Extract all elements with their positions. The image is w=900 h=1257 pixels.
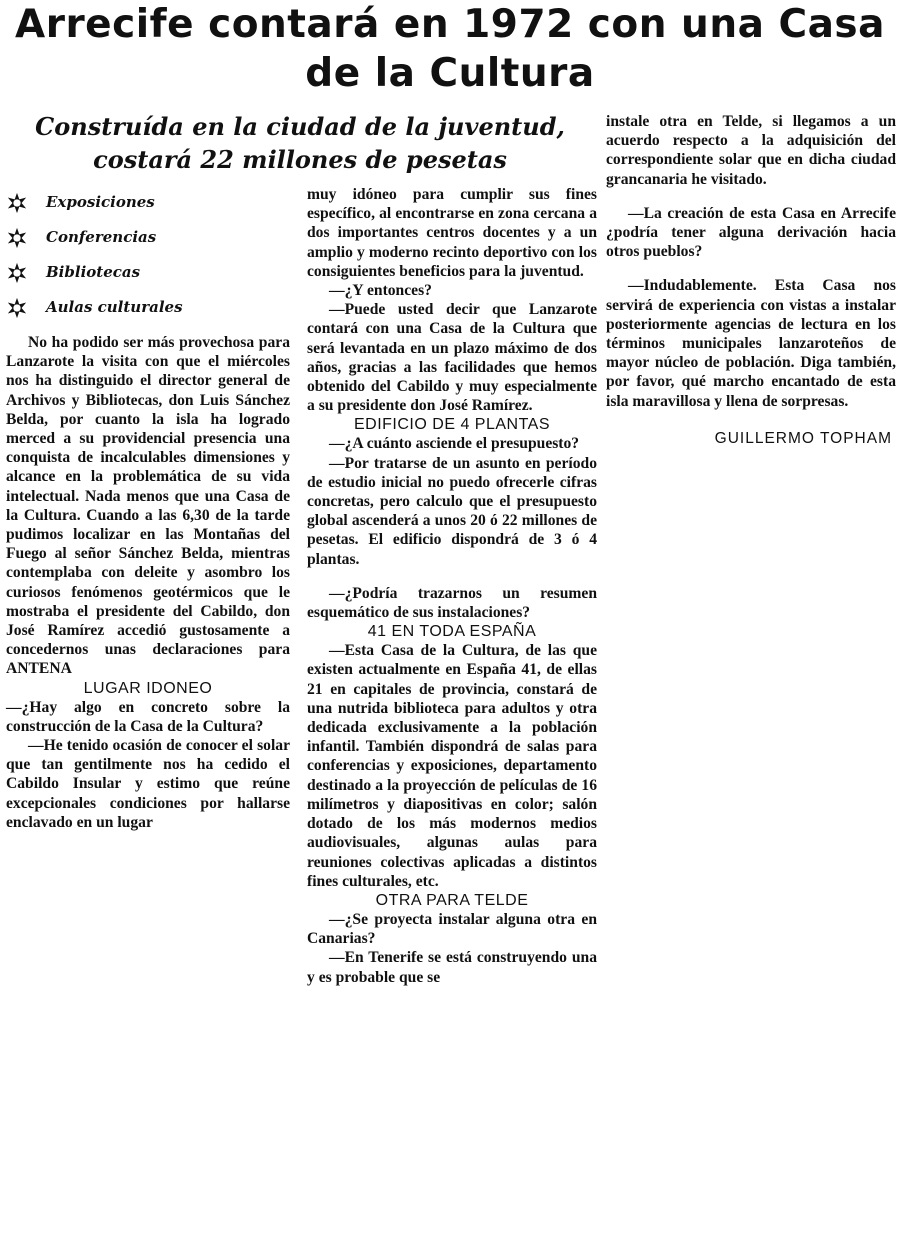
subheadline: Construída en la ciudad de la juventud, costará 22 millones de pesetas (35, 112, 565, 174)
section-heading: 41 EN TODA ESPAÑA (367, 623, 537, 641)
paragraph: muy idóneo para cumplir sus fines específico, al encontrarse en zona cercana a dos importantes centros docentes y a un amplio y moderno recinto deportivo con los consiguientes beneficios para la juventud. (307, 186, 597, 280)
section-heading: LUGAR IDONEO (83, 679, 213, 697)
column-3 (606, 112, 896, 448)
star-bullet-icon (6, 262, 28, 284)
byline: GUILLERMO TOPHAM (714, 429, 892, 447)
column-1 (6, 185, 290, 832)
paragraph: —La creación de esta Casa en Arrecife ¿podría tener alguna derivación hacia otros pueblos? (606, 204, 896, 261)
paragraph: —¿A cuánto asciende el presupuesto? (329, 435, 580, 453)
section-heading: OTRA PARA TELDE (375, 891, 529, 909)
star-bullet-icon (6, 227, 28, 249)
paragraph: —Indudablemente. Esta Casa nos servirá de experiencia con vistas a instalar posteriormente agencias de lectura en los términos municipales lanzaroteños de mayor núcleo de población. Diga también, por favor, qué marcho encantado de esta isla maravillosa y llena de sorpresas. (606, 277, 896, 410)
topic-list (6, 185, 290, 325)
list-item (6, 220, 290, 255)
column-2 (307, 185, 597, 987)
topic-label: Aulas culturales (46, 297, 183, 316)
list-item (6, 255, 290, 290)
list-item (6, 290, 290, 325)
paragraph: —¿Podría trazarnos un resumen esquemático de sus instalaciones? (307, 584, 597, 622)
topic-label: Bibliotecas (46, 262, 141, 281)
paragraph: —¿Hay algo en concreto sobre la construcción de la Casa de la Cultura? (6, 698, 290, 735)
paragraph: —Puede usted decir que Lanzarote contará con una Casa de la Cultura que será levantada en un plazo máximo de dos años, gracias a las facilidades que hemos obtenido del Cabildo y muy especialmente a su presidente don José Ramírez. (307, 301, 597, 415)
paragraph: No ha podido ser más provechosa para Lanzarote la visita con que el miércoles nos ha distinguido el director general de Archivos y Bibliotecas, don Luis Sánchez Belda, por cuanto la isla ha logrado merced a su providencial presencia una conquista de incalculables dimensiones y alcance en la problemática de su vida intelectual. Nada menos que una Casa de la Cultura. Cuando a las 6,30 de la tarde pudimos localizar en las Montañas del Fuego al señor Sánchez Belda, mientras contemplaba con deleite y asombro los curiosos fenómenos geotérmicos que le mostraba el presidente del Cabildo, don José Ramírez accedió gustosamente a concedernos unas declaraciones para ANTENA (6, 334, 290, 678)
paragraph: —He tenido ocasión de conocer el solar que tan gentilmente nos ha cedido el Cabildo Insular y estimo que reúne excepcionales condiciones por hallarse enclavado en un lugar (6, 737, 290, 831)
topic-label: Exposiciones (46, 192, 155, 211)
paragraph: instale otra en Telde, si llegamos a un acuerdo respecto a la adquisición del correspondiente solar que en dicha ciudad grancanaria he visitado. (606, 113, 896, 188)
star-bullet-icon (6, 297, 28, 319)
paragraph: —¿Se proyecta instalar alguna otra en Canarias? (307, 910, 597, 948)
paragraph: —En Tenerife se está construyendo una y es probable que se (307, 949, 597, 986)
paragraph: —¿Y entonces? (329, 282, 432, 300)
headline: Arrecife contará en 1972 con una Casa de la Cultura (15, 2, 885, 96)
paragraph: —Por tratarse de un asunto en período de estudio inicial no puedo ofrecerle cifras concretas, pero calculo que el presupuesto global ascenderá a unos 20 ó 22 millones de pesetas. El edificio dispondrá de 3 ó 4 plantas. (307, 454, 597, 568)
star-bullet-icon (6, 192, 28, 214)
topic-label: Conferencias (46, 227, 157, 246)
list-item (6, 185, 290, 220)
paragraph: —Esta Casa de la Cultura, de las que existen actualmente en España 41, de ellas 21 en capitales de provincia, constará de una nutrida biblioteca para adultos y otra dedicada exclusivamente a la población infantil. También dispondrá de salas para conferencias y exposiciones, departamento destinado a la proyección de películas de 16 milímetros y diapositivas en color; salón dotado de los más modernos medios audiovisuales, algunas aulas para reuniones colectivas aplicadas a distintos fines culturales, etc. (307, 642, 597, 890)
section-heading: EDIFICIO DE 4 PLANTAS (353, 416, 551, 434)
